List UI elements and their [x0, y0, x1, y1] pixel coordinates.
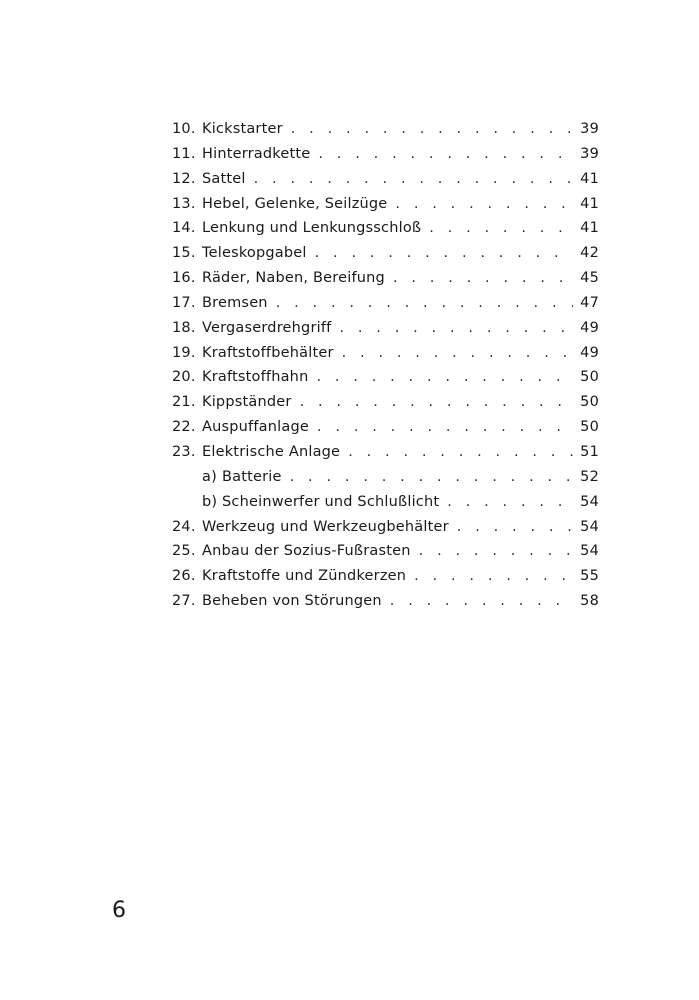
toc-entry-number: 25. [172, 543, 196, 560]
toc-entry-number: 27. [172, 593, 196, 610]
toc-entry-title: Elektrische Anlage [202, 443, 341, 460]
dot-leader [447, 490, 573, 515]
toc-entry-21 [172, 390, 599, 415]
toc-entry-page: 45 [580, 270, 599, 287]
toc-entry-16 [172, 266, 599, 291]
toc-entry-number: 26. [172, 568, 196, 585]
toc-entry-title: Scheinwerfer und Schlußlicht [222, 493, 440, 510]
toc-entry-number: 14. [172, 220, 196, 237]
toc-entry-number: 12. [172, 170, 196, 187]
toc-entry-title: Räder, Naben, Bereifung [202, 270, 385, 287]
toc-entry-title: Kippständer [202, 394, 292, 411]
toc-entry-number: 13. [172, 195, 196, 212]
toc-entry-page: 50 [580, 419, 599, 436]
toc-entry-page: 54 [580, 493, 599, 510]
toc-entry-number: 15. [172, 245, 196, 262]
toc-entry-title: Lenkung und Lenkungsschloß [202, 220, 422, 237]
dot-leader [390, 589, 573, 614]
toc-entry-title: Hebel, Gelenke, Seilzüge [202, 195, 388, 212]
toc-entry-page: 49 [580, 319, 599, 336]
toc-entry-page: 51 [580, 443, 599, 460]
toc-entry-18 [172, 316, 599, 341]
dot-leader [290, 465, 573, 490]
toc-entry-11 [172, 142, 599, 167]
toc-entry-26 [172, 564, 599, 589]
toc-entry-number: 22. [172, 419, 196, 436]
toc-entry-page: 52 [580, 468, 599, 485]
toc-entry-page: 41 [580, 195, 599, 212]
dot-leader [429, 216, 573, 241]
dot-leader [457, 515, 573, 540]
dot-leader [342, 341, 573, 366]
toc-entry-page: 39 [580, 145, 599, 162]
toc-entry-page: 54 [580, 518, 599, 535]
toc-entry-15 [172, 241, 599, 266]
dot-leader [315, 241, 573, 266]
toc-entry-title: Anbau der Sozius-Fußrasten [202, 543, 411, 560]
toc-entry-number: 24. [172, 518, 196, 535]
toc-entry-title: Kraftstoffhahn [202, 369, 309, 386]
dot-leader [318, 142, 573, 167]
toc-subentry-letter: a) [202, 468, 217, 485]
toc-entry-24 [172, 515, 599, 540]
toc-entry-12 [172, 167, 599, 192]
dot-leader [300, 390, 573, 415]
toc-entry-17 [172, 291, 599, 316]
toc-subentry-b [172, 490, 599, 515]
toc-entry-page: 39 [580, 121, 599, 137]
toc-entry-14 [172, 216, 599, 241]
toc-entry-number: 11. [172, 145, 196, 162]
toc-entry-20 [172, 365, 599, 390]
toc-entry-page: 54 [580, 543, 599, 560]
toc-entry-title: Vergaserdrehgriff [202, 319, 332, 336]
toc-entry-title: Auspuffanlage [202, 419, 309, 436]
toc-entry-page: 47 [580, 294, 599, 311]
toc-entry-number: 21. [172, 394, 196, 411]
toc-entry-title: Teleskopgabel [202, 245, 307, 262]
table-of-contents [172, 117, 599, 614]
toc-entry-title: Kraftstoffbehälter [202, 344, 334, 361]
dot-leader [339, 316, 573, 341]
toc-entry-number: 16. [172, 270, 196, 287]
dot-leader [291, 117, 573, 142]
toc-entry-page: 50 [580, 394, 599, 411]
toc-entry-title: Kickstarter [202, 121, 283, 137]
toc-entry-page: 49 [580, 344, 599, 361]
toc-subentry-letter: b) [202, 493, 218, 510]
dot-leader [395, 192, 573, 217]
toc-entry-title: Beheben von Störungen [202, 593, 382, 610]
toc-entry-title: Kraftstoffe und Zündkerzen [202, 568, 407, 585]
toc-entry-27 [172, 589, 599, 614]
toc-entry-title: Hinterradkette [202, 145, 311, 162]
toc-entry-13 [172, 192, 599, 217]
dot-leader [414, 564, 573, 589]
toc-entry-number: 18. [172, 319, 196, 336]
dot-leader [316, 365, 573, 390]
toc-entry-number: 10. [172, 121, 196, 137]
toc-entry-title: Bremsen [202, 294, 268, 311]
toc-entry-page: 50 [580, 369, 599, 386]
toc-entry-number: 19. [172, 344, 196, 361]
dot-leader [393, 266, 573, 291]
dot-leader [419, 539, 573, 564]
toc-entry-10 [172, 117, 599, 142]
toc-entry-page: 58 [580, 593, 599, 610]
dot-leader [317, 415, 573, 440]
toc-entry-title: Sattel [202, 170, 246, 187]
toc-entry-number: 20. [172, 369, 196, 386]
toc-entry-19 [172, 341, 599, 366]
toc-entry-page: 55 [580, 568, 599, 585]
toc-entry-title: Batterie [222, 468, 282, 485]
toc-entry-22 [172, 415, 599, 440]
toc-entry-23 [172, 440, 599, 465]
dot-leader [276, 291, 573, 316]
page-number: 6 [112, 898, 126, 923]
toc-entry-page: 41 [580, 220, 599, 237]
toc-entry-page: 42 [580, 245, 599, 262]
dot-leader [254, 167, 573, 192]
toc-entry-number: 17. [172, 294, 196, 311]
toc-entry-25 [172, 539, 599, 564]
toc-entry-page: 41 [580, 170, 599, 187]
toc-entry-title: Werkzeug und Werkzeugbehälter [202, 518, 449, 535]
toc-subentry-a [172, 465, 599, 490]
toc-entry-number: 23. [172, 443, 196, 460]
dot-leader [348, 440, 573, 465]
